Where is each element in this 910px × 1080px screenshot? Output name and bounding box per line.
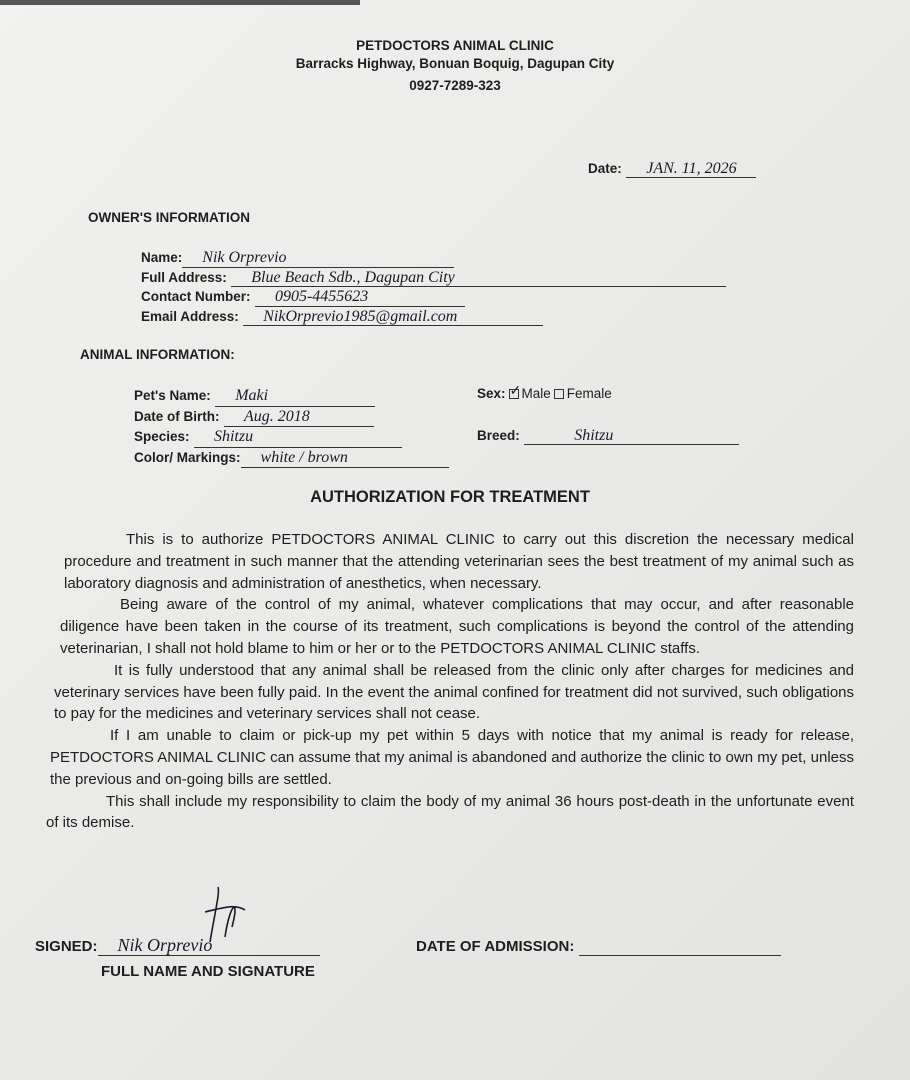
paragraph: This shall include my responsibility to claim the body of my animal 36 hours post-death in the unfortunate event of its demise. xyxy=(46,792,854,832)
breed-field xyxy=(477,427,739,445)
clinic-name: PETDOCTORS ANIMAL CLINIC xyxy=(356,38,554,53)
admission-label: DATE OF ADMISSION: xyxy=(416,938,575,955)
animal-heading: ANIMAL INFORMATION: xyxy=(80,347,235,362)
signature-caption: FULL NAME AND SIGNATURE xyxy=(101,963,315,980)
pet-label: Pet's Name: xyxy=(134,388,211,403)
check-mark-icon: ✓ xyxy=(509,382,522,399)
owner-email: NikOrprevio1985@gmail.com xyxy=(263,307,458,325)
date-field xyxy=(588,160,756,178)
pet-dob: Aug. 2018 xyxy=(243,407,310,425)
owner-email-row xyxy=(141,307,726,327)
sex-label: Sex: xyxy=(477,386,506,401)
owner-contact-row xyxy=(141,287,726,307)
color-label: Color/ Markings: xyxy=(134,449,241,465)
signature-scribble xyxy=(170,882,280,952)
owner-fields xyxy=(141,248,726,326)
sex-field xyxy=(477,382,612,401)
signature-value: Nik Orprevio xyxy=(117,935,213,955)
owner-heading: OWNER'S INFORMATION xyxy=(88,210,250,225)
owner-name: Nik Orprevio xyxy=(202,249,287,266)
owner-contact: 0905-4455623 xyxy=(274,288,369,305)
male-option: Male xyxy=(521,386,551,401)
paragraph: If I am unable to claim or pick-up my pet within 5 days with notice that my animal is ready for release, PETDOCTORS ANIMAL CLINIC can assume that my animal is abandoned and authorize the clinic to own my pet, unless the previous and on-going bills are settled. xyxy=(50,727,854,788)
male-checkbox[interactable] xyxy=(509,382,522,399)
owner-name-row xyxy=(141,248,726,268)
owner-address-row xyxy=(141,268,726,288)
authorization-text xyxy=(46,529,854,834)
pet-breed: Shitzu xyxy=(574,427,614,444)
address-label: Full Address: xyxy=(141,269,227,285)
date-label: Date: xyxy=(588,161,622,176)
clinic-phone: 0927-7289-323 xyxy=(409,78,501,93)
species-label: Species: xyxy=(134,429,190,444)
photo-edge xyxy=(0,0,360,5)
clinic-address: Barracks Highway, Bonuan Boquig, Dagupan City xyxy=(295,56,615,71)
admission-field xyxy=(416,938,781,956)
name-label: Name: xyxy=(141,250,183,265)
breed-label: Breed: xyxy=(477,428,520,443)
pet-species: Shitzu xyxy=(213,428,254,445)
authorization-title: AUTHORIZATION FOR TREATMENT xyxy=(310,488,590,506)
female-checkbox[interactable] xyxy=(554,389,564,399)
pet-name: Maki xyxy=(235,387,269,404)
email-label: Email Address: xyxy=(141,308,239,324)
date-value: JAN. 11, 2026 xyxy=(646,160,737,177)
owner-address: Blue Beach Sdb., Dagupan City xyxy=(251,268,455,286)
paragraph: This is to authorize PETDOCTORS ANIMAL CLINIC to carry out this discretion the necessary medical procedure and treatment in such manner that the attending veterinarian sees the best treatment of my animal such as laboratory diagnosis and administration of anesthetics, when necessary. xyxy=(64,531,854,592)
female-option: Female xyxy=(566,386,612,401)
paragraph: Being aware of the control of my animal, whatever complications that may occur, and after reasonable diligence have been taken in the course of its treatment, such complications is beyond the control of the attending veterinarian, I shall not hold blame to him or her or to the PETDOCTORS ANIMAL CLINIC staffs. xyxy=(60,596,854,657)
pet-color: white / brown xyxy=(260,448,348,466)
dob-label: Date of Birth: xyxy=(134,408,220,424)
paragraph: It is fully understood that any animal shall be released from the clinic only after charges for medicines and veterinary services have been fully paid. In the event the animal confined for treatment did not survived, such obligations to pay for the medicines and veterinary services shall not cease. xyxy=(54,661,854,723)
animal-fields xyxy=(134,386,449,468)
signed-label: SIGNED: xyxy=(35,938,98,955)
contact-label: Contact Number: xyxy=(141,289,251,304)
